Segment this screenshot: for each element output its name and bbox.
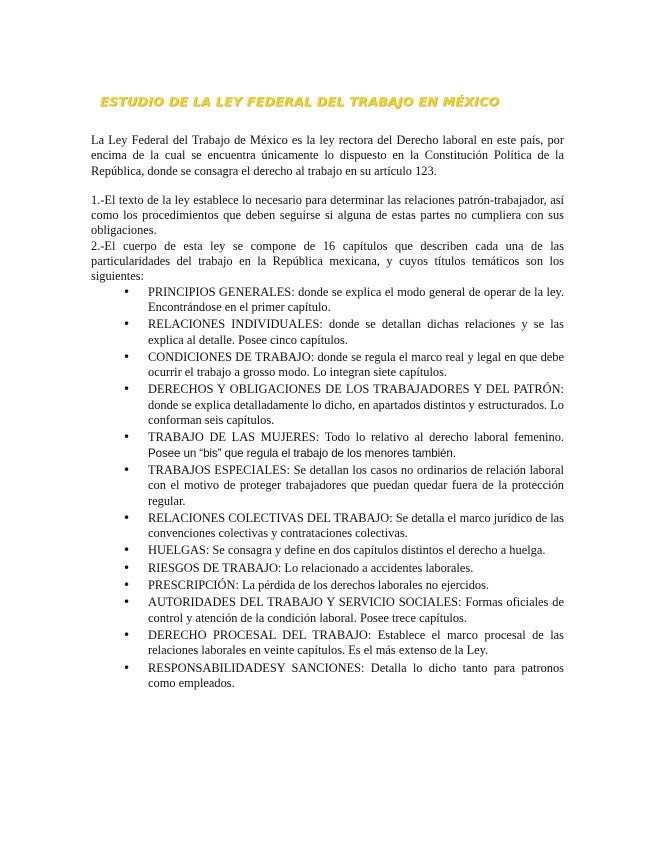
- intro-paragraph: La Ley Federal del Trabajo de México es la ley rectora del Derecho laboral en este país, por encima de la cual se encuentra únicamente lo dispuesto en la Constitución Política de la República, donde se consagra el derecho al trabajo en su artículo 123.: [91, 133, 564, 178]
- topic-text: PRINCIPIOS GENERALES: donde se explica el modo general de operar de la ley. Encontrándose en el primer capítulo.: [148, 284, 564, 314]
- list-item: [148, 463, 564, 509]
- topic-text: TRABAJO DE LAS MUJERES: Todo lo relativo al derecho laboral femenino.: [148, 430, 564, 445]
- list-item: [148, 382, 564, 428]
- topic-text: HUELGAS: Se consagra y define en dos capítulos distintos el derecho a huelga.: [148, 543, 546, 558]
- topic-text: AUTORIDADES DEL TRABAJO Y SERVICIO SOCIALES: Formas oficiales de control y atención de la condición laboral. Posee trece capítulos.: [148, 595, 564, 625]
- topic-text: RELACIONES INDIVIDUALES: donde se detallan dichas relaciones y se las explica al detalle. Posee cinco capítulos.: [148, 317, 564, 347]
- list-item: [148, 595, 564, 626]
- document-title: ESTUDIO DE LA LEY FEDERAL DEL TRABAJO EN MÉXICO: [100, 94, 500, 109]
- list-item: [148, 317, 564, 348]
- list-item: [148, 661, 564, 692]
- topic-text: RIESGOS DE TRABAJO: Lo relacionado a accidentes laborales.: [148, 560, 474, 575]
- topic-text: TRABAJOS ESPECIALES: Se detallan los casos no ordinarios de relación laboral con el motivo de proteger trabajadores que puedan quedar fuera de la protección regular.: [148, 462, 564, 508]
- list-item: [148, 285, 564, 316]
- topic-text: DERECHOS Y OBLIGACIONES DE LOS TRABAJADORES Y DEL PATRÓN: donde se explica detalladamente lo dicho, en apartados distintos y estructurados. Lo conforman seis capítulos.: [148, 382, 564, 428]
- topic-text: RELACIONES COLECTIVAS DEL TRABAJO: Se detalla el marco jurídico de las convenciones colectivas y contrataciones colectivas.: [148, 510, 564, 541]
- point-1-paragraph: 1.-El texto de la ley establece lo necesario para determinar las relaciones patrón-trabajador, así como los procedimientos que deben seguirse si alguna de estas partes no cumpliera con sus obligaciones.: [91, 192, 564, 238]
- list-item: [148, 628, 564, 659]
- chapter-topics-list: [91, 285, 564, 691]
- topic-text: DERECHO PROCESAL DEL TRABAJO: Establece el marco procesal de las relaciones laborales en veinte capítulos. Es el más extenso de la Ley.: [148, 627, 564, 658]
- list-item: [148, 561, 564, 576]
- list-item: [148, 430, 564, 461]
- list-item: [148, 543, 564, 558]
- list-item: [148, 511, 564, 542]
- topic-text: PRESCRIPCIÓN: La pérdida de los derechos laborales no ejercidos.: [148, 578, 490, 593]
- point-2-paragraph: 2.-El cuerpo de esta ley se compone de 16 capítulos que describen cada una de las particularidades del trabajo en la República mexicana, y cuyos títulos temáticos son los siguientes:: [91, 238, 564, 284]
- topic-annotation: Posee un “bis” que regula el trabajo de los menores también.: [148, 446, 456, 460]
- document-body: [91, 133, 564, 693]
- topic-text: RESPONSABILIDADESY SANCIONES: Detalla lo dicho tanto para patronos como empleados.: [148, 660, 564, 690]
- list-item: [148, 350, 564, 381]
- topic-text: CONDICIONES DE TRABAJO: donde se regula el marco real y legal en que debe ocurrir el trabajo a grosso modo. Lo integran siete capítulos.: [148, 349, 564, 380]
- list-item: [148, 578, 564, 593]
